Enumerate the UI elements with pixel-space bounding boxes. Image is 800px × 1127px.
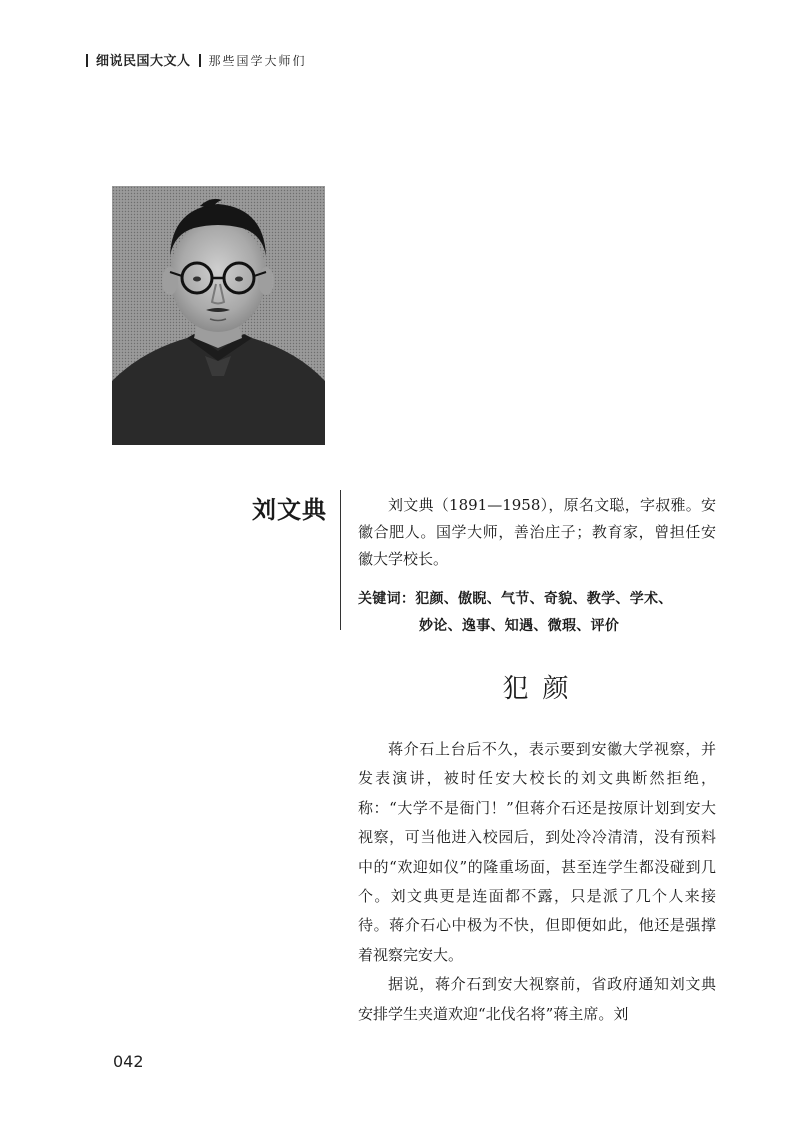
article-body [358,735,716,1029]
body-paragraph: 蒋介石上台后不久，表示要到安徽大学视察，并发表演讲，被时任安大校长的刘文典断然拒绝，称：“大学不是衙门！”但蒋介石还是按原计划到安大视察，可当他进入校园后，到处冷冷清清，没有预料中的“欢迎如仪”的隆重场面，甚至连学生都没碰到几个。刘文典更是连面都不露，只是派了几个人来接待。蒋介石心中极为不快，但即便如此，他还是强撑着视察完安大。 [358,740,716,964]
portrait-photo [112,186,325,445]
keywords-label: 关键词： [358,591,416,607]
book-series-title: 细说民国大文人 [96,54,191,69]
section-title: 犯颜 [502,674,583,704]
person-name: 刘文典 [252,495,327,524]
intro-paragraph: 刘文典（1891—1958），原名文聪，字叔雅。安徽合肥人。国学大师，善治庄子；教育家，曾担任安徽大学校长。 [358,496,716,568]
vertical-divider [340,490,341,630]
header-divider [86,54,88,67]
book-subtitle: 那些国学大师们 [208,54,307,68]
person-intro [358,492,716,573]
header-divider [199,54,201,67]
keywords-block [358,586,718,640]
running-header [78,50,307,69]
keywords-line-1: 犯颜、傲睨、气节、奇貌、教学、学术、 [415,591,673,607]
body-paragraph: 据说，蒋介石到安大视察前，省政府通知刘文典安排学生夹道欢迎“北伐名将”蒋主席。刘 [358,975,716,1023]
keywords-line-2: 妙论、逸事、知遇、微瑕、评价 [419,618,620,634]
page-number: 042 [113,1052,144,1071]
